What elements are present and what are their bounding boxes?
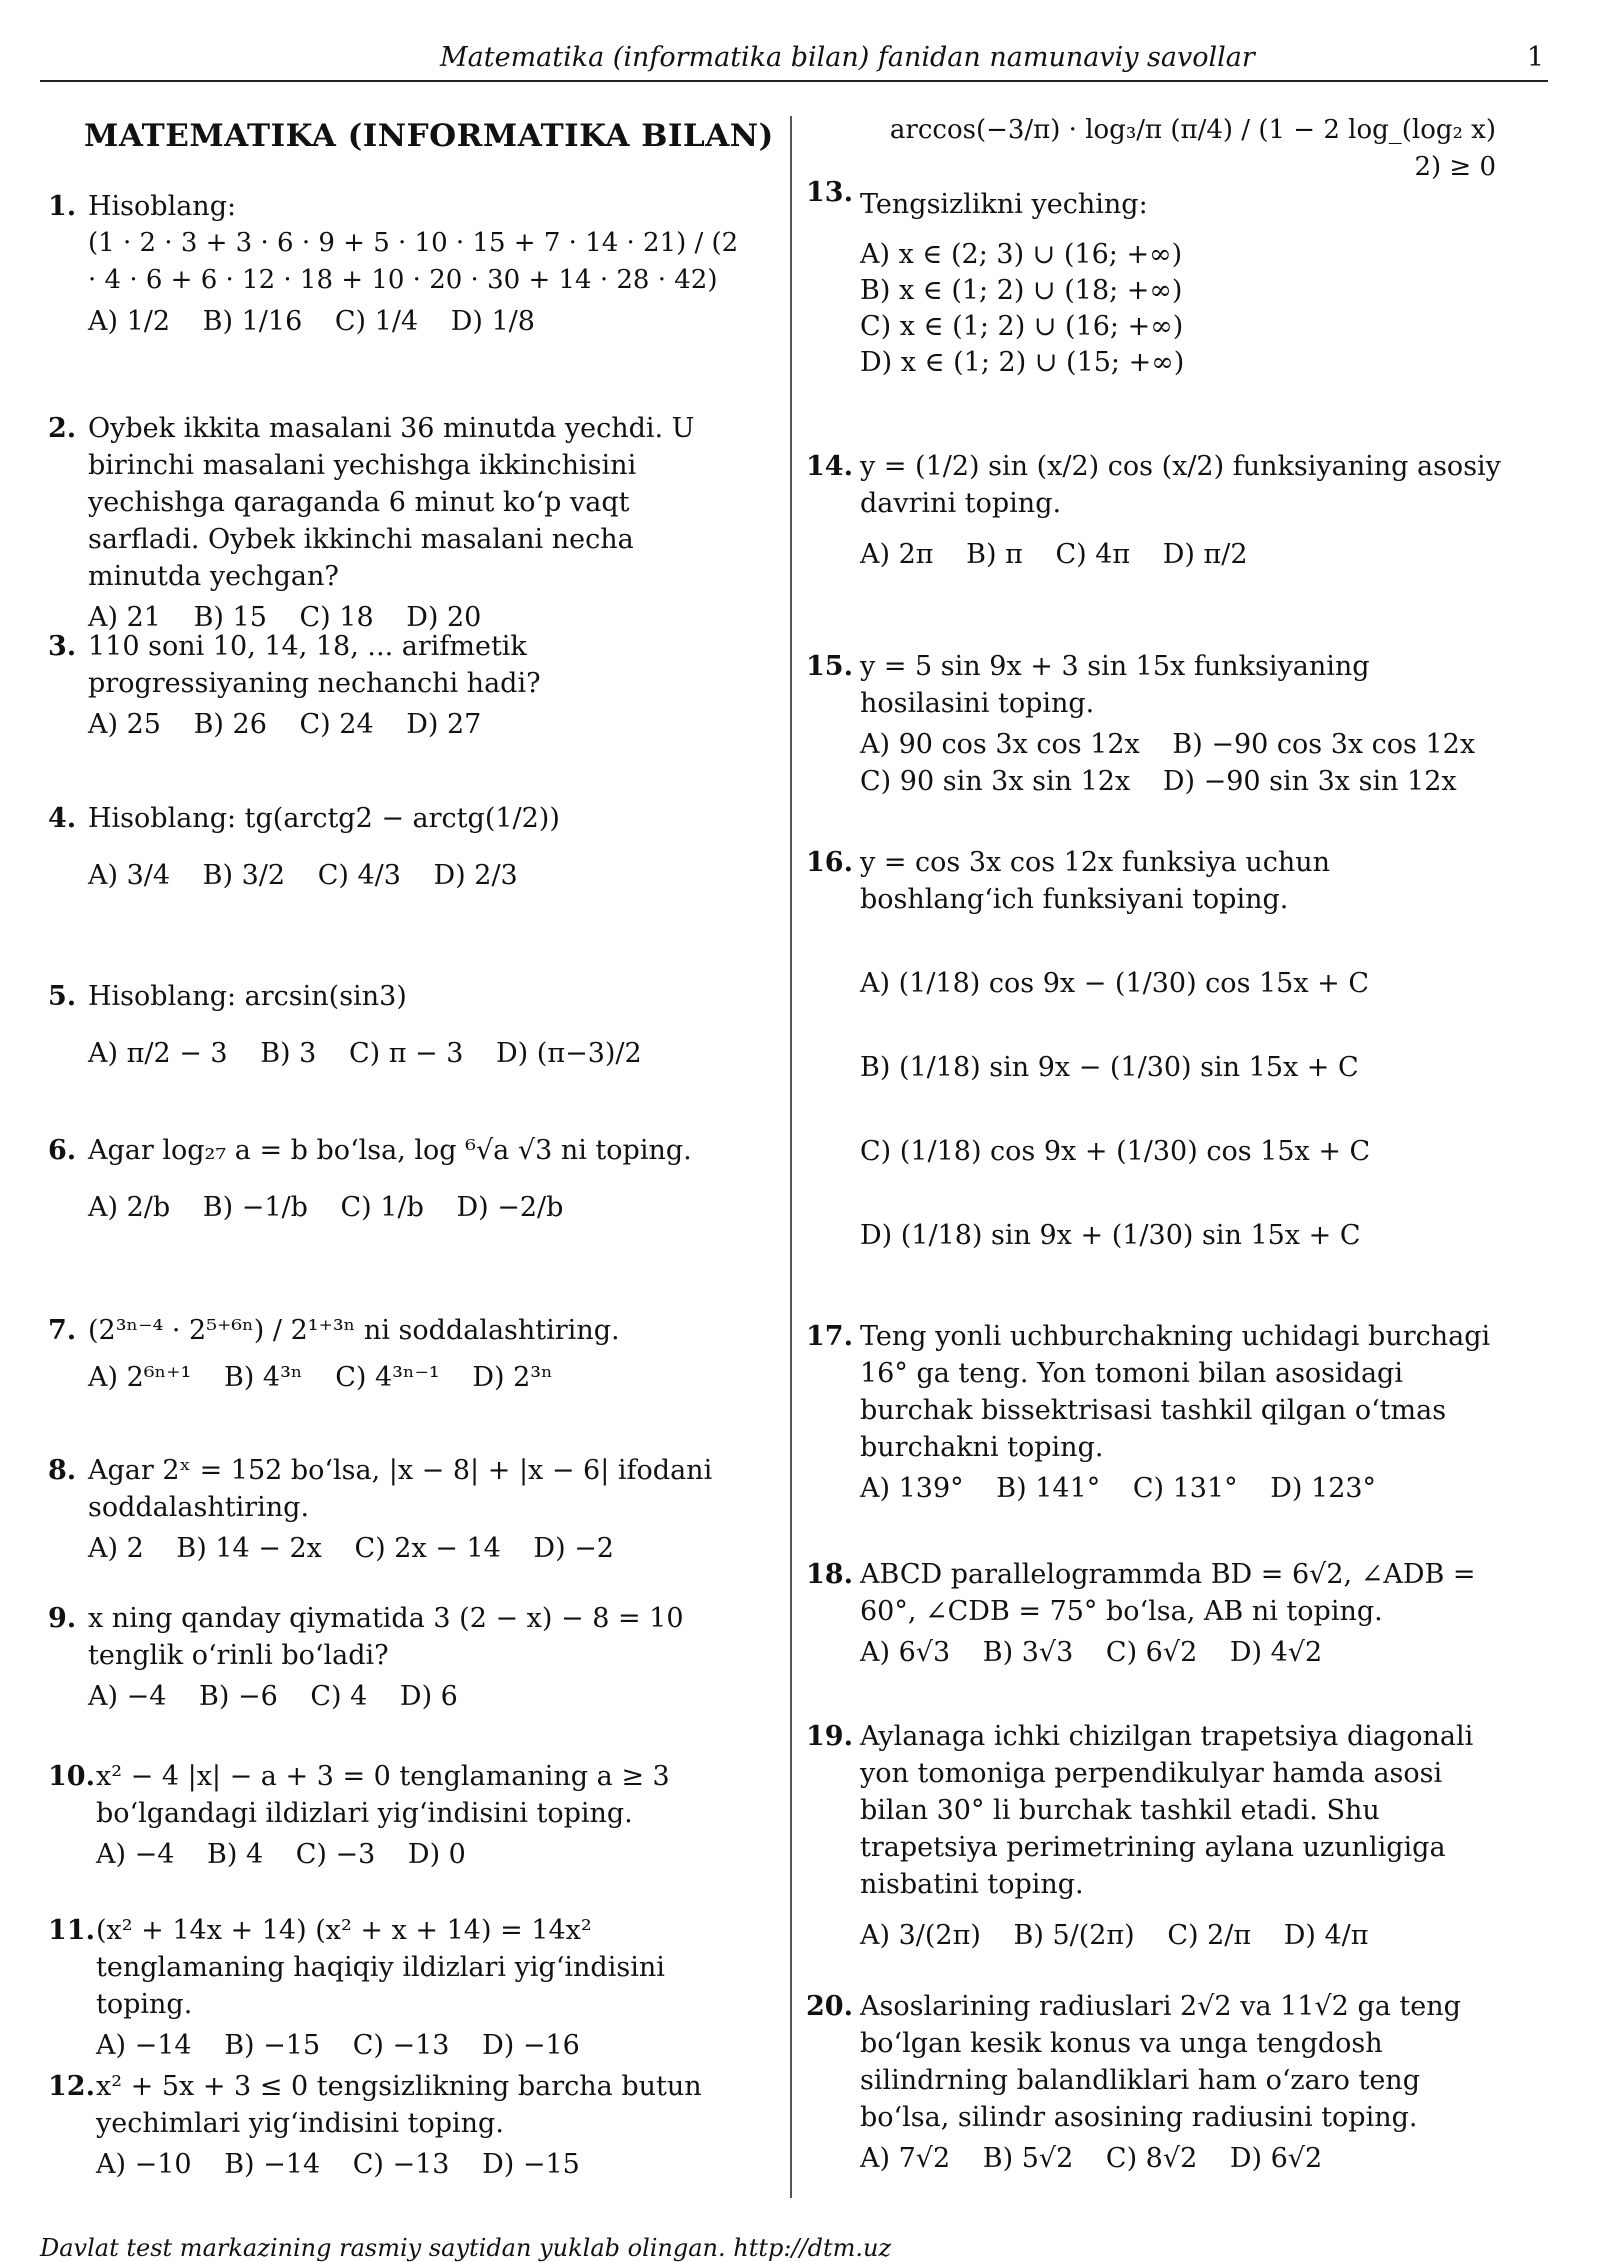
question-text: Teng yonli uchburchakning uchidagi burchagi 16° ga teng. Yon tomoni bilan asosidagi burchak bissektrisasi tashkil qilgan o‘tmas burchakni toping. [860, 1321, 1491, 1463]
question-text: (2³ⁿ⁻⁴ · 2⁵⁺⁶ⁿ) / 2¹⁺³ⁿ ni soddalashtiring. [88, 1315, 620, 1346]
answer-b[interactable]: B) 3 [260, 1038, 317, 1069]
answer-d[interactable]: D) x ∈ (1; 2) ∪ (15; +∞) [860, 347, 1185, 378]
question-number: 12. [48, 2071, 95, 2102]
question-formula: arccos(−3/π) · log₃/π (π/4) / (1 − 2 log_(log₂ x) 2) ≥ 0 [889, 115, 1496, 182]
answer-options [88, 1189, 748, 1226]
answer-c[interactable]: C) 4³ⁿ⁻¹ [335, 1362, 440, 1393]
question-19 [806, 1718, 1506, 1954]
footer-source-note: Davlat test markazining rasmiy saytidan yuklab olingan. http://dtm.uz [40, 2234, 892, 2262]
header-title: Matematika (informatika bilan) fanidan namunaviy savollar [440, 42, 1255, 73]
answer-options [860, 237, 1506, 381]
question-text: y = cos 3x cos 12x funksiya uchun boshlang‘ich funksiyani toping. [860, 847, 1331, 915]
question-text: Hisoblang: tg(arctg2 − arctg(1/2)) [88, 803, 560, 834]
answer-options [96, 1836, 748, 1873]
answer-options [88, 706, 748, 743]
answer-a[interactable]: A) −14 [96, 2030, 192, 2061]
answer-d[interactable]: D) 20 [406, 602, 482, 633]
answer-a[interactable]: A) 2⁶ⁿ⁺¹ [88, 1362, 192, 1393]
answer-options [860, 1470, 1506, 1507]
answer-b[interactable]: B) 26 [193, 709, 267, 740]
answer-c[interactable]: C) 4/3 [317, 860, 401, 891]
answer-d[interactable]: D) −2/b [456, 1192, 564, 1223]
answer-b[interactable]: B) −15 [224, 2030, 321, 2061]
answer-options [860, 536, 1506, 573]
question-8 [48, 1452, 748, 1567]
answer-a[interactable]: A) −4 [96, 1839, 175, 1870]
answer-c[interactable]: C) 90 sin 3x sin 12x [860, 766, 1131, 797]
question-text: x ning qanday qiymatida 3 (2 − x) − 8 = 10 tenglik o‘rinli bo‘ladi? [88, 1603, 684, 1671]
answer-b[interactable]: B) −90 cos 3x cos 12x [1172, 729, 1476, 760]
question-number: 3. [48, 631, 77, 662]
answer-d[interactable]: D) 0 [407, 1839, 466, 1870]
answer-a[interactable]: A) 139° [860, 1473, 964, 1504]
answer-a[interactable]: A) 2π [860, 539, 934, 570]
answer-c[interactable]: C) 8√2 [1105, 2143, 1198, 2174]
answer-a[interactable]: A) 3/(2π) [860, 1920, 981, 1951]
question-text: (x² + 14x + 14) (x² + x + 14) = 14x² tenglamaning haqiqiy ildizlari yig‘indisini toping. [96, 1915, 665, 2020]
answer-options [860, 942, 1506, 1278]
answer-b[interactable]: B) 3/2 [202, 860, 286, 891]
answer-a[interactable]: A) 21 [88, 602, 161, 633]
answer-d[interactable]: D) π/2 [1162, 539, 1248, 570]
question-number: 10. [48, 1761, 95, 1792]
answer-a[interactable]: A) 1/2 [88, 306, 171, 337]
question-number: 15. [806, 651, 853, 682]
answer-c[interactable]: C) −3 [295, 1839, 376, 1870]
answer-c[interactable]: C) (1/18) cos 9x + (1/30) cos 15x + C [860, 1136, 1371, 1167]
answer-a[interactable]: A) 90 cos 3x cos 12x [860, 729, 1140, 760]
question-text: Hisoblang: [88, 191, 237, 222]
question-2 [48, 410, 748, 636]
question-text: Asoslarining radiuslari 2√2 va 11√2 ga teng bo‘lgan kesik konus va unga tengdosh silindrning balandliklari ham o‘zaro teng bo‘lsa, silindr asosining radiusini toping. [860, 1991, 1461, 2133]
question-number: 11. [48, 1915, 95, 1946]
answer-a[interactable]: A) 2/b [88, 1192, 171, 1223]
question-text: Oybek ikkita masalani 36 minutda yechdi. U birinchi masalani yechishga ikkinchisini yechishga qaraganda 6 minut ko‘p vaqt sarfladi. Oybek ikkinchi masalani necha minutda yechgan? [88, 413, 695, 592]
question-text: Aylanaga ichki chizilgan trapetsiya diagonali yon tomoniga perpendikulyar hamda asosi bilan 30° li burchak tashkil etadi. Shu trapetsiya perimetrining aylana uzunligiga nisbatini toping. [860, 1721, 1474, 1900]
question-4 [48, 800, 748, 894]
answer-options [860, 1917, 1506, 1954]
answer-b[interactable]: B) 5√2 [982, 2143, 1074, 2174]
question-number: 5. [48, 981, 77, 1012]
question-18 [806, 1556, 1506, 1671]
answer-c[interactable]: C) 4π [1055, 539, 1131, 570]
answer-b[interactable]: B) 141° [996, 1473, 1101, 1504]
answer-options [88, 1530, 748, 1567]
answer-b[interactable]: B) −14 [224, 2149, 321, 2180]
question-7 [48, 1312, 748, 1396]
answer-c[interactable]: C) −13 [352, 2030, 450, 2061]
answer-c[interactable]: C) 18 [299, 602, 374, 633]
question-text: Agar 2ˣ = 152 bo‘lsa, |x − 8| + |x − 6| ifodani soddalashtiring. [88, 1455, 713, 1523]
answer-c[interactable]: C) 4 [310, 1681, 368, 1712]
answer-c[interactable]: C) x ∈ (1; 2) ∪ (16; +∞) [860, 311, 1184, 342]
question-6 [48, 1132, 748, 1226]
answer-options [96, 2027, 748, 2064]
answer-a[interactable]: A) 3/4 [88, 860, 171, 891]
column-divider [790, 116, 792, 2198]
answer-d[interactable]: D) 6 [399, 1681, 458, 1712]
answer-a[interactable]: A) −4 [88, 1681, 167, 1712]
question-number: 13. [806, 177, 853, 208]
answer-c[interactable]: C) 2/π [1167, 1920, 1252, 1951]
question-9 [48, 1600, 748, 1715]
question-20 [806, 1988, 1506, 2177]
answer-c[interactable]: C) π − 3 [348, 1038, 464, 1069]
answer-a[interactable]: A) −10 [96, 2149, 192, 2180]
answer-b[interactable]: B) −6 [199, 1681, 278, 1712]
answer-a[interactable]: A) π/2 − 3 [88, 1038, 228, 1069]
answer-b[interactable]: B) (1/18) sin 9x − (1/30) sin 15x + C [860, 1052, 1359, 1083]
question-number: 16. [806, 847, 853, 878]
answer-b[interactable]: B) 5/(2π) [1013, 1920, 1135, 1951]
question-12 [48, 2068, 748, 2183]
answer-a[interactable]: A) 2 [88, 1533, 144, 1564]
question-formula: (1 · 2 · 3 + 3 · 6 · 9 + 5 · 10 · 15 + 7 · 14 · 21) / (2 · 4 · 6 + 6 · 12 · 18 + 10 · 20 · 30 + 14 · 28 · 42) [88, 228, 739, 295]
answer-d[interactable]: D) 1/8 [450, 306, 535, 337]
question-text: x² − 4 |x| − a + 3 = 0 tenglamaning a ≥ 3 bo‘lgandagi ildizlari yig‘indisini toping. [96, 1761, 670, 1829]
answer-d[interactable]: D) −16 [482, 2030, 580, 2061]
section-title: MATEMATIKA (INFORMATIKA BILAN) [84, 118, 774, 154]
answer-d[interactable]: D) (π−3)/2 [496, 1038, 642, 1069]
answer-b[interactable]: B) 4 [207, 1839, 264, 1870]
answer-c[interactable]: C) −13 [352, 2149, 450, 2180]
question-number: 6. [48, 1135, 77, 1166]
answer-d[interactable]: D) 123° [1270, 1473, 1377, 1504]
question-5 [48, 978, 748, 1072]
answer-b[interactable]: B) x ∈ (1; 2) ∪ (18; +∞) [860, 275, 1183, 306]
answer-options [88, 1359, 748, 1396]
question-number: 19. [806, 1721, 853, 1752]
answer-b[interactable]: B) 1/16 [202, 306, 303, 337]
answer-b[interactable]: B) −1/b [202, 1192, 308, 1223]
answer-a[interactable]: A) x ∈ (2; 3) ∪ (16; +∞) [860, 239, 1183, 270]
answer-options [88, 857, 748, 894]
answer-c[interactable]: C) 6√2 [1105, 1637, 1198, 1668]
question-15 [806, 648, 1506, 800]
answer-d[interactable]: D) 2/3 [433, 860, 518, 891]
answer-d[interactable]: D) 4√2 [1229, 1637, 1323, 1668]
question-text: Tengsizlikni yeching: [860, 189, 1148, 220]
answer-options [860, 1634, 1506, 1671]
question-3 [48, 628, 748, 743]
answer-a[interactable]: A) 6√3 [860, 1637, 951, 1668]
question-number: 7. [48, 1315, 77, 1346]
page-header [40, 38, 1548, 82]
answer-c[interactable]: C) 1/4 [334, 306, 419, 337]
question-text: Agar log₂₇ a = b bo‘lsa, log ⁶√a √3 ni toping. [88, 1135, 692, 1166]
answer-d[interactable]: D) 2³ⁿ [472, 1362, 553, 1393]
question-13 [806, 112, 1506, 381]
answer-c[interactable]: C) 24 [299, 709, 374, 740]
question-number: 4. [48, 803, 77, 834]
answer-options [88, 303, 748, 340]
answer-b[interactable]: B) 15 [193, 602, 267, 633]
question-number: 8. [48, 1455, 77, 1486]
answer-d[interactable]: D) −15 [482, 2149, 580, 2180]
question-text: y = 5 sin 9x + 3 sin 15x funksiyaning hosilasini toping. [860, 651, 1370, 719]
answer-options [860, 2140, 1506, 2177]
answer-d[interactable]: D) 27 [406, 709, 482, 740]
question-number: 17. [806, 1321, 853, 1352]
question-10 [48, 1758, 748, 1873]
question-11 [48, 1912, 748, 2064]
answer-a[interactable]: A) 7√2 [860, 2143, 951, 2174]
answer-d[interactable]: D) −2 [533, 1533, 614, 1564]
question-number: 14. [806, 451, 853, 482]
question-number: 18. [806, 1559, 853, 1590]
answer-c[interactable]: C) 1/b [340, 1192, 424, 1223]
question-number: 2. [48, 413, 77, 444]
answer-b[interactable]: B) 4³ⁿ [223, 1362, 303, 1393]
answer-c[interactable]: C) 2x − 14 [354, 1533, 501, 1564]
answer-d[interactable]: D) (1/18) sin 9x + (1/30) sin 15x + C [860, 1220, 1361, 1251]
question-14 [806, 448, 1506, 573]
question-text: y = (1/2) sin (x/2) cos (x/2) funksiyaning asosiy davrini toping. [860, 451, 1501, 519]
answer-options [860, 726, 1506, 800]
answer-d[interactable]: D) 6√2 [1229, 2143, 1323, 2174]
question-text: x² + 5x + 3 ≤ 0 tengsizlikning barcha butun yechimlari yig‘indisini toping. [96, 2071, 702, 2139]
answer-d[interactable]: D) 4/π [1283, 1920, 1369, 1951]
answer-a[interactable]: A) 25 [88, 709, 161, 740]
answer-b[interactable]: B) 14 − 2x [176, 1533, 322, 1564]
question-17 [806, 1318, 1506, 1507]
page-number: 1 [1526, 42, 1544, 73]
question-1 [48, 188, 748, 340]
answer-b[interactable]: B) 3√3 [982, 1637, 1074, 1668]
answer-b[interactable]: B) π [966, 539, 1023, 570]
answer-options [88, 1035, 748, 1072]
question-number: 1. [48, 191, 77, 222]
question-text: Hisoblang: arcsin(sin3) [88, 981, 407, 1012]
answer-d[interactable]: D) −90 sin 3x sin 12x [1162, 766, 1457, 797]
question-number: 9. [48, 1603, 77, 1634]
question-text: ABCD parallelogrammda BD = 6√2, ∠ADB = 60°, ∠CDB = 75° bo‘lsa, AB ni toping. [860, 1559, 1476, 1627]
answer-a[interactable]: A) (1/18) cos 9x − (1/30) cos 15x + C [860, 968, 1370, 999]
question-text: 110 soni 10, 14, 18, ... arifmetik progressiyaning nechanchi hadi? [88, 631, 541, 699]
answer-options [88, 1678, 748, 1715]
answer-c[interactable]: C) 131° [1132, 1473, 1238, 1504]
question-number: 20. [806, 1991, 853, 2022]
answer-options [96, 2146, 748, 2183]
question-16 [806, 844, 1506, 1278]
